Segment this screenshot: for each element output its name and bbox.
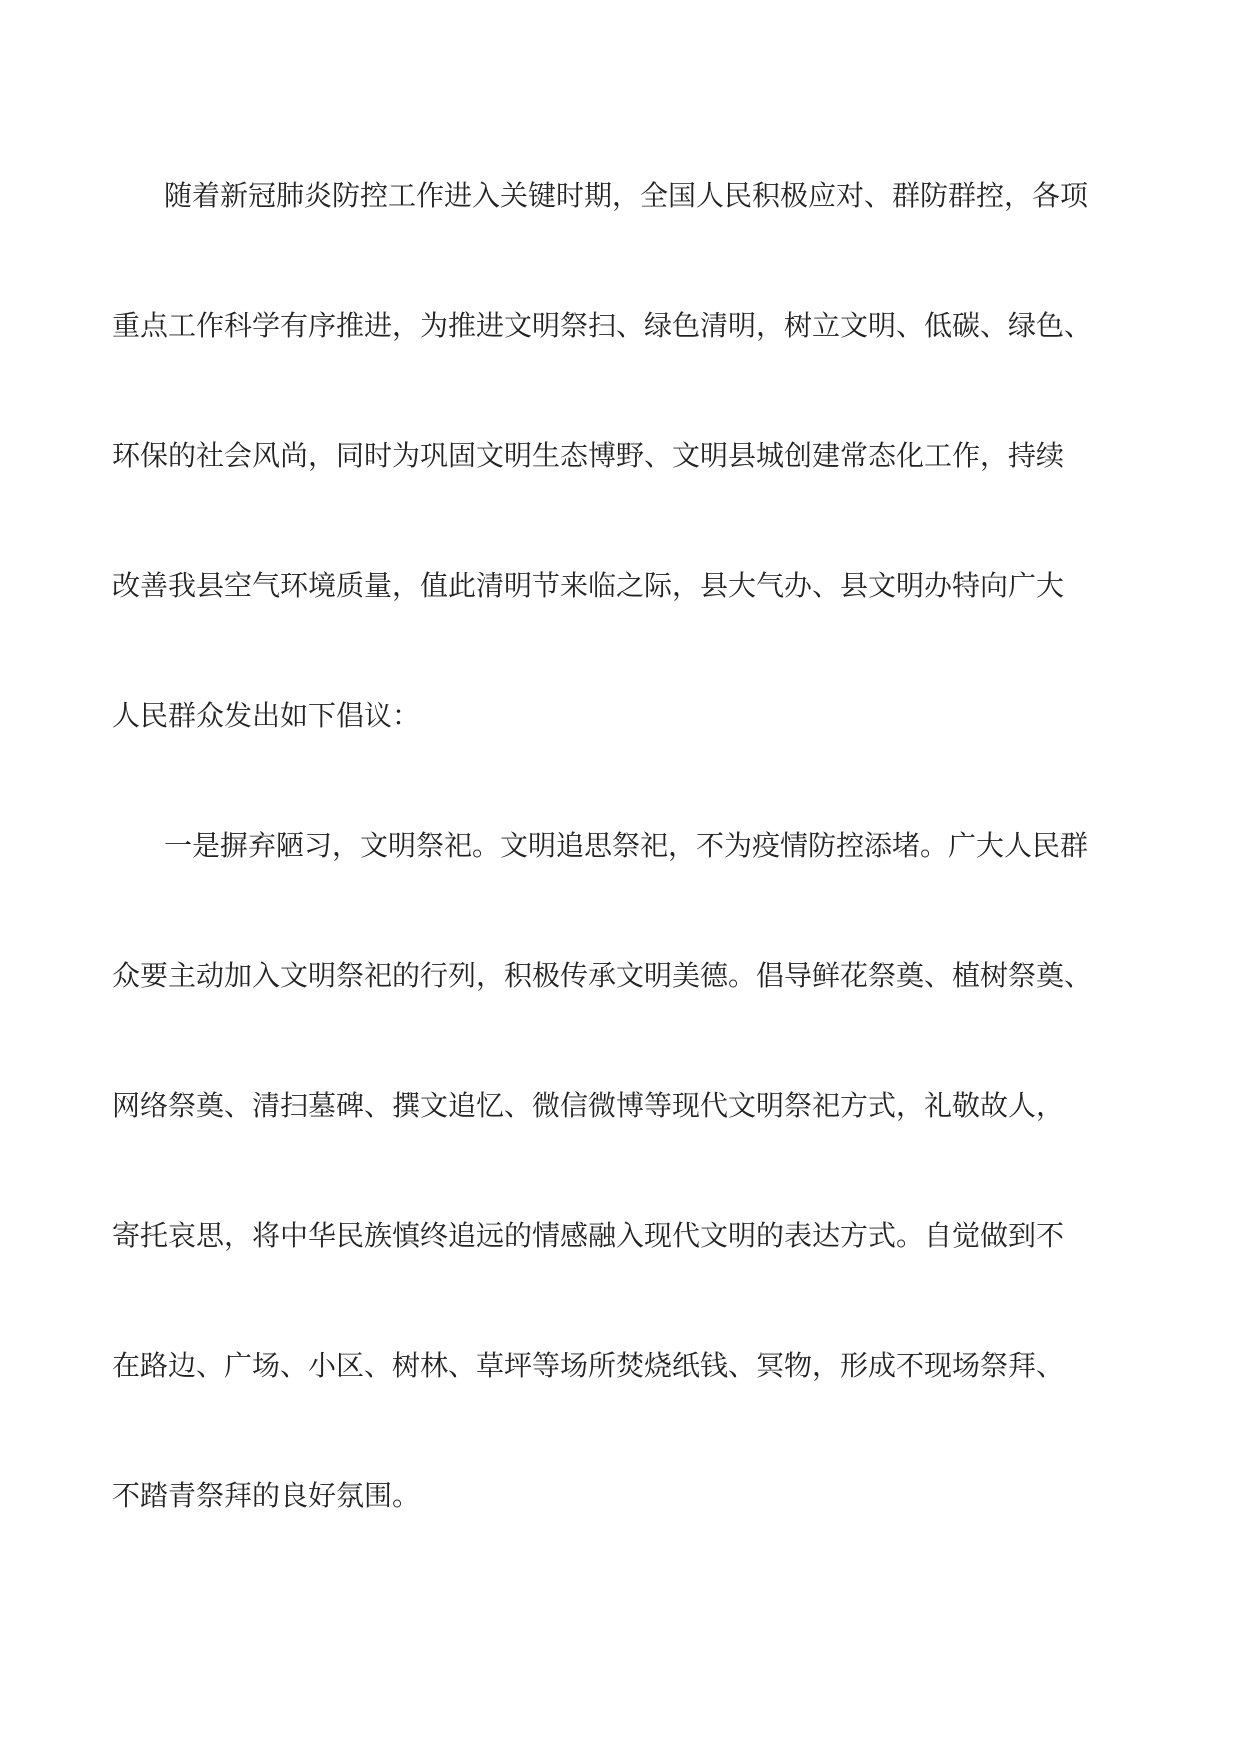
paragraph-2-line-2: 众要主动加入文明祭祀的行列，积极传承文明美德。倡导鲜花祭奠、植树祭奠、	[112, 959, 1093, 992]
paragraph-2-line-4: 寄托哀思，将中华民族慎终追远的情感融入现代文明的表达方式。自觉做到不	[112, 1219, 1065, 1252]
paragraph-2-line-3: 网络祭奠、清扫墓碑、撰文追忆、微信微博等现代文明祭祀方式，礼敬故人，	[112, 1089, 1065, 1122]
paragraph-1-line-4: 改善我县空气环境质量，值此清明节来临之际，县大气办、县文明办特向广大	[112, 569, 1065, 602]
paragraph-2-line-5: 在路边、广场、小区、树林、草坪等场所焚烧纸钱、冥物，形成不现场祭拜、	[112, 1349, 1065, 1382]
paragraph-1-line-1: 随着新冠肺炎防控工作进入关键时期，全国人民积极应对、群防群控，各项	[164, 179, 1089, 212]
paragraph-1-line-2: 重点工作科学有序推进，为推进文明祭扫、绿色清明，树立文明、低碳、绿色、	[112, 309, 1093, 342]
paragraph-2-line-1: 一是摒弃陋习，文明祭祀。文明追思祭祀，不为疫情防控添堵。广大人民群	[164, 829, 1089, 862]
paragraph-1-line-5: 人民群众发出如下倡议：	[112, 699, 421, 732]
paragraph-1-line-3: 环保的社会风尚，同时为巩固文明生态博野、文明县城创建常态化工作，持续	[112, 439, 1065, 472]
paragraph-2-line-6: 不踏青祭拜的良好氛围。	[112, 1479, 421, 1512]
